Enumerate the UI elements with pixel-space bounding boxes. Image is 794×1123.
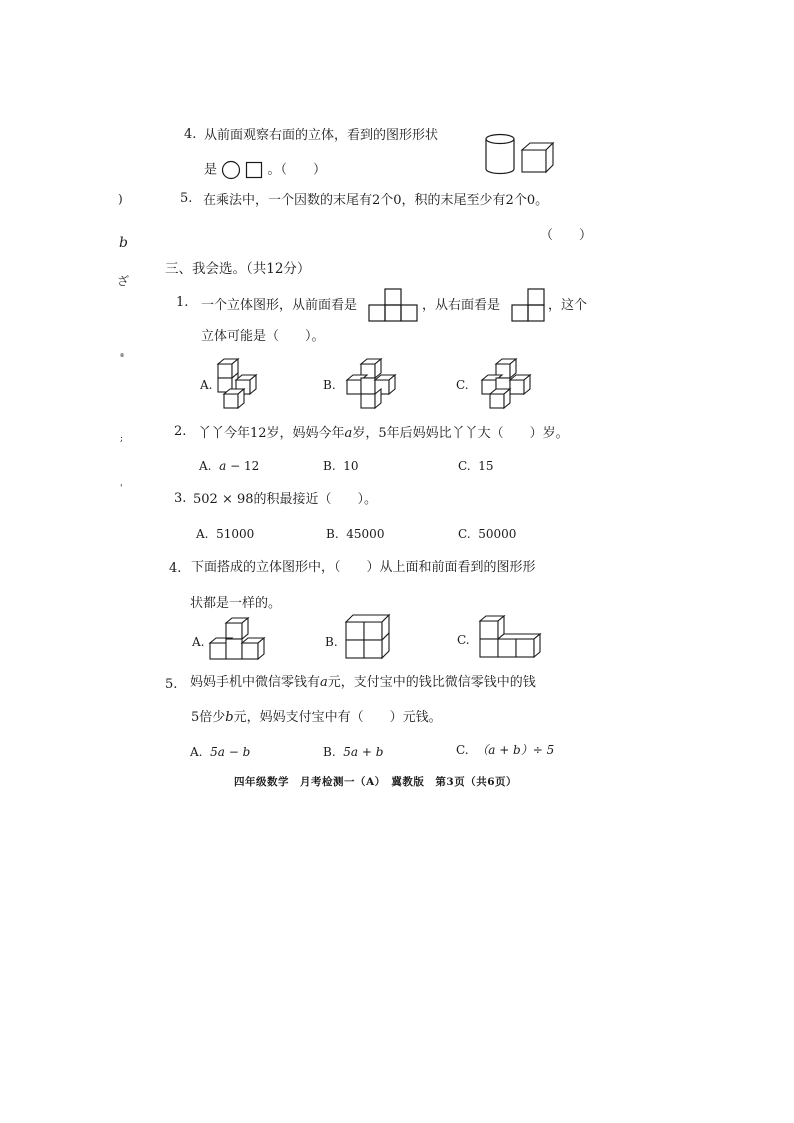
cube-figure [520,142,556,174]
section-title: 三、我会选。（共12分） [165,261,311,277]
question-text: ，这个 [548,298,588,313]
question-text: 妈妈手机中微信零钱有a元，支付宝中的钱比微信零钱中的钱 [190,675,536,690]
circle-icon [221,160,241,180]
answer-paren: （ ） [540,228,593,243]
option-a-blocks-figure [208,617,270,663]
question-text: 丫丫今年12岁，妈妈今年a岁，5年后妈妈比丫丫大（ ）岁。 [198,426,569,441]
option-label[interactable]: C. [457,633,470,647]
option-label[interactable]: B. [323,378,336,392]
question-text: 502 × 98的积最接近（ ）。 [193,492,378,507]
cylinder-figure [483,133,517,175]
edge-mark: ' [120,484,123,494]
question-text: ，从右面看是 [422,298,501,313]
right-view-figure [511,287,547,323]
option-label[interactable]: A. [192,635,205,649]
edge-mark: ª [120,352,124,361]
option-label[interactable]: A. [200,378,213,392]
question-number: 3. [174,491,187,506]
question-number: 1. [176,295,189,310]
option-a[interactable]: A. 5a − b [190,745,251,759]
option-a[interactable]: A. 51000 [196,527,255,541]
front-view-figure [368,287,420,323]
question-text: 立体可能是（ ）。 [201,329,325,344]
edge-mark: ) [118,192,123,206]
question-text: 从前面观察右面的立体，看到的图形形状 [204,128,439,143]
question-text: 一个立体图形，从前面看是 [201,298,358,313]
question-text: 下面搭成的立体图形中，（ ）从上面和前面看到的图形形 [191,560,536,575]
option-b[interactable]: B. 10 [323,459,359,473]
question-number: 2. [174,424,187,439]
question-text: 5倍少b元，妈妈支付宝中有（ ）元钱。 [191,710,442,725]
question-text: 是 。（ ） [204,160,326,180]
edge-mark: b [119,235,128,251]
square-icon [245,161,263,179]
question-number: 4. [184,127,197,142]
option-a-cubes-figure [212,356,260,412]
option-c-cubes-figure [474,356,540,412]
option-c[interactable]: C. 15 [458,459,494,473]
option-a[interactable]: A. a − 12 [199,459,260,473]
option-b[interactable]: B. 45000 [326,527,385,541]
option-c-blocks-figure [478,615,542,661]
question-text: 状都是一样的。 [190,596,282,611]
question-number: 4. [169,561,182,576]
option-c[interactable]: C. 50000 [458,527,517,541]
question-text: 在乘法中，一个因数的末尾有2个0，积的末尾至少有2个0。 [203,193,549,208]
option-label[interactable]: C. [456,378,469,392]
question-number: 5. [165,677,178,692]
option-label[interactable]: B. [325,635,338,649]
option-b-blocks-figure [342,612,394,664]
option-b-cubes-figure [341,358,403,410]
edge-mark: ; [120,434,124,444]
option-c[interactable]: C. （a + b）÷ 5 [456,743,555,757]
option-b[interactable]: B. 5a + b [323,745,384,759]
edge-mark: ざ [117,274,130,288]
question-number: 5. [180,191,193,206]
page-footer: 四年级数学 月考检测一（A） 冀教版 第3页（共6页） [234,776,518,788]
